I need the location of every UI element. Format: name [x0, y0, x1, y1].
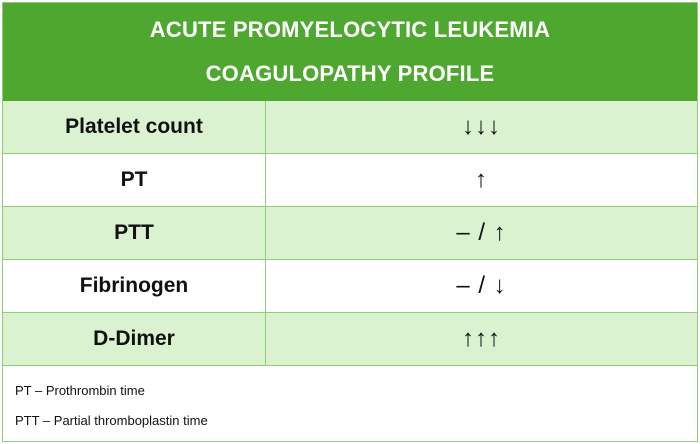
coagulopathy-table-card: [2, 2, 698, 442]
header-title-line-1: ACUTE PROMYELOCYTIC LEUKEMIA: [149, 17, 551, 42]
table-row: [3, 313, 697, 366]
footnote-ptt: PTT – Partial thromboplastin time: [15, 413, 208, 428]
table-row: [3, 154, 697, 207]
table-row: [3, 207, 697, 260]
table-header: [3, 3, 697, 101]
parameter-cell: PTT: [3, 207, 266, 260]
parameter-cell: PT: [3, 154, 266, 207]
footnotes: [3, 366, 697, 436]
footnote-pt: PT – Prothrombin time: [15, 383, 145, 398]
table-row: [3, 101, 697, 154]
value-cell: ↑↑↑: [266, 313, 698, 366]
parameter-cell: D-Dimer: [3, 313, 266, 366]
header-title-line-2: COAGULOPATHY PROFILE: [205, 61, 495, 86]
parameter-cell: Fibrinogen: [3, 260, 266, 313]
value-cell: ↑: [266, 154, 698, 207]
coagulopathy-profile-table: [3, 101, 697, 366]
value-cell: – / ↓: [266, 260, 698, 313]
value-cell: – / ↑: [266, 207, 698, 260]
table-row: [3, 260, 697, 313]
parameter-cell: Platelet count: [3, 101, 266, 154]
value-cell: ↓↓↓: [266, 101, 698, 154]
